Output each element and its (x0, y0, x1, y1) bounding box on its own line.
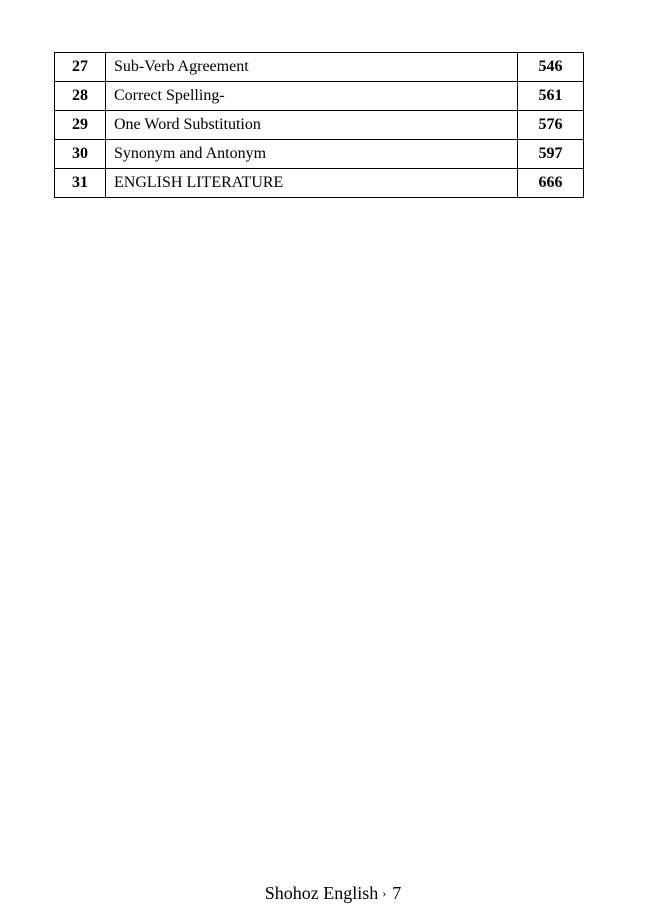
table-row (55, 53, 584, 82)
chapter-title: Correct Spelling- (106, 82, 518, 111)
chapter-number: 29 (55, 111, 106, 140)
table-row (55, 169, 584, 198)
chapter-number: 31 (55, 169, 106, 198)
footer-separator: › (382, 886, 387, 900)
table-of-contents (54, 52, 584, 198)
page-footer (0, 882, 666, 906)
chapter-page-number: 561 (518, 82, 584, 111)
footer-book-title: Shohoz English (264, 883, 379, 903)
chapter-number: 28 (55, 82, 106, 111)
chapter-title: Sub-Verb Agreement (106, 53, 518, 82)
chapter-page-number: 576 (518, 111, 584, 140)
chapter-number: 30 (55, 140, 106, 169)
chapter-title: One Word Substitution (106, 111, 518, 140)
footer-page-number: 7 (392, 883, 402, 903)
chapter-page-number: 597 (518, 140, 584, 169)
table-row (55, 82, 584, 111)
chapter-title: Synonym and Antonym (106, 140, 518, 169)
table-row (55, 111, 584, 140)
chapter-title: ENGLISH LITERATURE (106, 169, 518, 198)
table-row (55, 140, 584, 169)
chapter-number: 27 (55, 53, 106, 82)
chapter-page-number: 546 (518, 53, 584, 82)
chapter-page-number: 666 (518, 169, 584, 198)
